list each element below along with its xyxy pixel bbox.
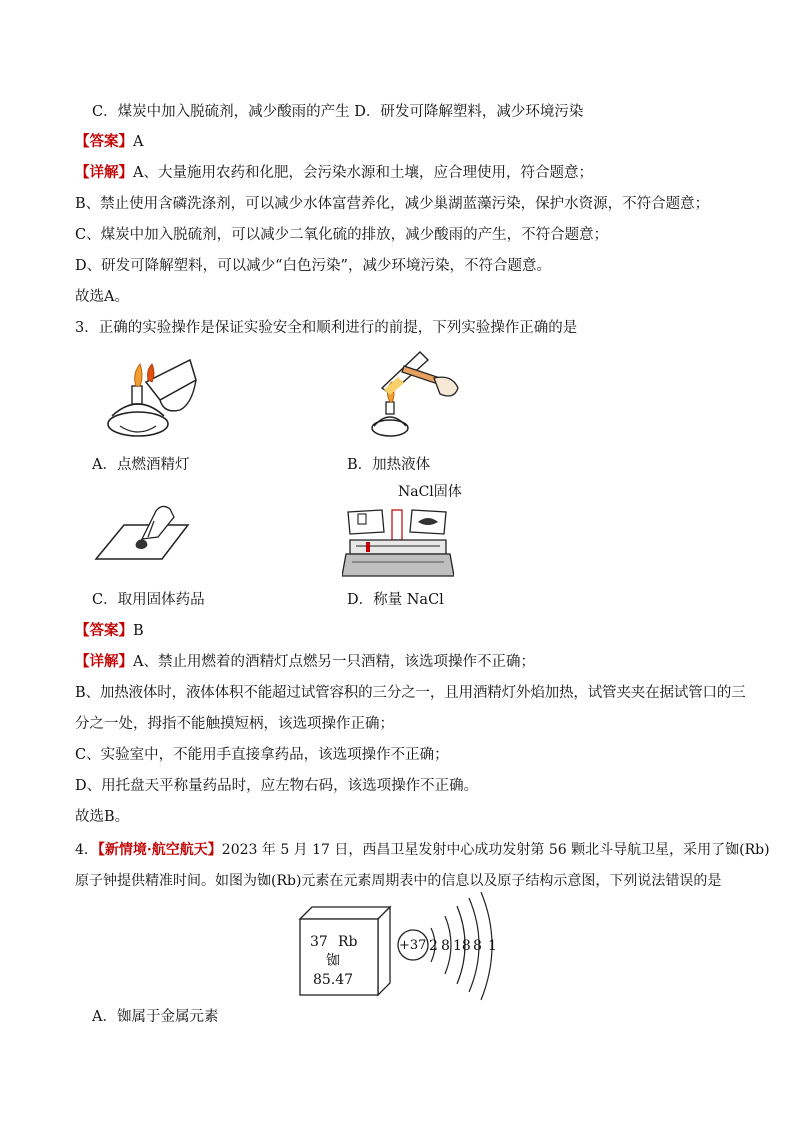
q3-detail-b1: B、加热液体时，液体体积不能超过试管容积的三分之一，且用酒精灯外焰加热，试管夹夹在据试管口的三 [75,685,746,701]
q3-detail-a [75,652,535,672]
shell-2: 8 [441,938,450,954]
element-mass: 85.47 [313,972,354,988]
q3-conclusion: 故选B。 [75,809,130,825]
detail-tag: 【详解】 [75,653,133,670]
q2-options-cd: C．煤炭中加入脱硫剂，减少酸雨的产生 D．研发可降解塑料，减少环境污染 [92,104,584,120]
q3-stem: 3．正确的实验操作是保证实验安全和顺利进行的前提，下列实验操作正确的是 [75,320,578,336]
nucleus-charge: +37 [399,938,427,953]
element-name: 铷 [326,953,340,969]
shell-3: 18 [453,938,471,954]
q4-stem-line1: 4．【新情境·航空航天】2023 年 5 月 17 日，西昌卫星发射中心成功发射第 56 颗北斗导航卫星，采用了铷(Rb) [75,842,770,858]
detail-tag: 【详解】 [75,164,133,181]
q3-answer [75,621,144,641]
figure-heating-liquid [360,348,464,443]
q3-option-d: D．称量 NaCl [347,592,444,608]
q2-answer [75,132,143,152]
q2-detail-a [75,163,593,183]
answer-value: A [133,134,144,150]
shell-5: 1 [488,938,497,954]
q3-option-a: A．点燃酒精灯 [92,457,190,473]
shell-4: 8 [473,938,482,954]
q2-conclusion: 故选A。 [75,289,129,305]
nacl-label: NaCl固体 [398,484,462,500]
q3-option-b: B．加热液体 [347,457,431,473]
figure-solid-reagent [92,497,192,567]
element-number: 37 [310,934,328,950]
q4-option-a: A．铷属于金属元素 [92,1009,219,1025]
figure-lamp-lighting [100,352,200,444]
q4-stem1: 2023 年 5 月 17 日，西昌卫星发射中心成功发射第 56 颗北斗导航卫星，采用了铷(Rb) [221,842,770,858]
element-symbol: Rb [338,934,358,950]
q2-detail-b: B、禁止使用含磷洗涤剂，可以减少水体富营养化，减少巢湖蓝藻污染，保护水资源，不符合题意； [75,196,710,212]
detail-text: A、禁止用燃着的酒精灯点燃另一只酒精，该选项操作不正确； [133,654,535,670]
q3-detail-d: D、用托盘天平称量药品时，应左物右码，该选项操作不正确。 [75,778,479,794]
answer-tag: 【答案】 [75,133,133,150]
answer-value: B [133,623,144,639]
q2-detail-d: D、研发可降解塑料，可以减少“白色污染”，减少环境污染，不符合题意。 [75,258,551,274]
shell-1: 2 [429,938,438,954]
q4-context-tag: 【新情境·航空航天】 [97,842,222,858]
q3-detail-b2: 分之一处，拇指不能触摸短柄，该选项操作正确； [75,716,394,732]
q3-option-c: C．取用固体药品 [92,592,205,608]
answer-tag: 【答案】 [75,622,133,639]
detail-text: A、大量施用农药和化肥，会污染水源和土壤，应合理使用，符合题意； [133,165,593,181]
figure-balance [342,500,454,582]
q4-stem-line2: 原子钟提供精准时间。如图为铷(Rb)元素在元素周期表中的信息以及原子结构示意图，下列说法错误的是 [75,873,722,889]
q3-detail-c: C、实验室中，不能用手直接拿药品，该选项操作不正确； [75,747,449,763]
q2-detail-c: C、煤炭中加入脱硫剂，可以减少二氧化硫的排放，减少酸雨的产生，不符合题意； [75,227,609,243]
